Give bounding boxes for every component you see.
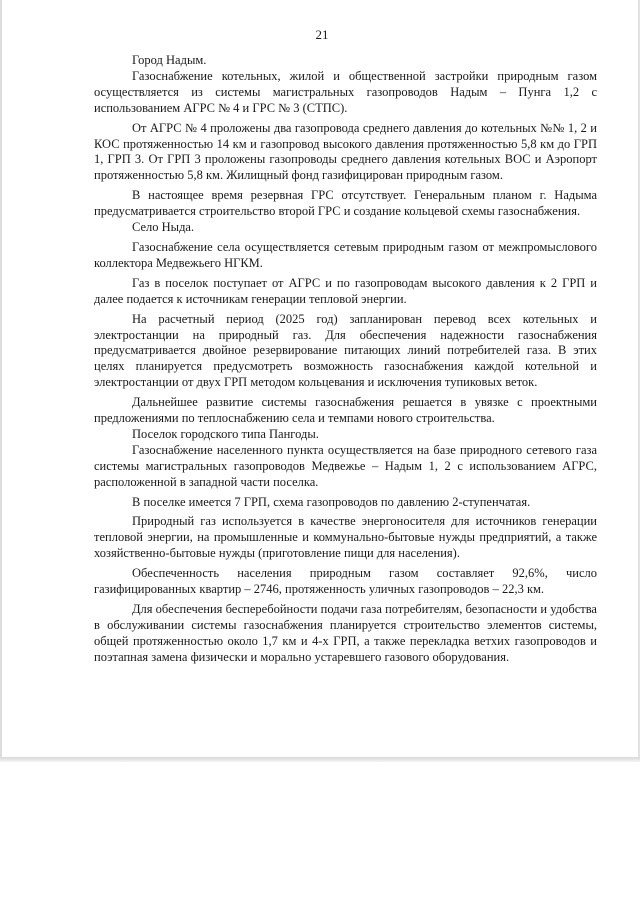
paragraph: Дальнейшее развитие системы газоснабжения решается в увязке с проектными предложениями по теплоснабжению села и темпами нового строительства.	[94, 395, 597, 426]
paragraph: Обеспеченность населения природным газом составляет 92,6%, число газифицированных квартир – 2746, протяженность уличных газопроводов – 22,3 км.	[94, 566, 597, 597]
paragraph: Газоснабжение населенного пункта осуществляется на базе природного сетевого газа системы магистральных газопроводов Медвежье – Надым 1, 2 с использованием АГРС, расположенной в западной части поселка.	[94, 442, 597, 489]
paragraph: Газоснабжение котельных, жилой и общественной застройки природным газом осуществляется из системы магистральных газопроводов Надым – Пунга 1,2 с использованием АГРС № 4 и ГРС № 3 (СТПС).	[94, 68, 597, 115]
page-number: 21	[315, 27, 329, 42]
paragraph: Газоснабжение села осуществляется сетевым природным газом от межпромыслового коллектора Медвежьего НГКМ.	[94, 239, 597, 270]
paragraph: Для обеспечения бесперебойности подачи газа потребителям, безопасности и удобства в обслуживании системы газоснабжения планируется строительство элементов системы, общей протяженностью около 1,7 км и 4-х ГРП, а также перекладка ветхих газопроводов и поэтапная замена физически и морально устаревшего газового оборудования.	[94, 602, 597, 664]
paragraph: В настоящее время резервная ГРС отсутствует. Генеральным планом г. Надыма предусматривается строительство второй ГРС и создание кольцевой схемы газоснабжения.	[94, 188, 597, 219]
page-bottom-edge	[0, 757, 640, 762]
document-body	[94, 53, 597, 666]
paragraph: Природный газ используется в качестве энергоносителя для источников генерации тепловой энергии, на промышленные и коммунально-бытовые нужды предприятий, а также хозяйственно-бытовые нужды (приготовление пищи для населения).	[94, 514, 597, 561]
section-heading-nadym: Город Надым.	[132, 53, 207, 67]
paragraph: Газ в поселок поступает от АГРС и по газопроводам высокого давления к 2 ГРП и далее подается к источникам генерации тепловой энергии.	[94, 275, 597, 306]
paragraph: От АГРС № 4 проложены два газопровода среднего давления до котельных №№ 1, 2 и КОС протяженностью 14 км и газопровод высокого давления протяженностью 5,8 км до ГРП 1, ГРП 3. От ГРП 3 проложены газопроводы среднего давления котельных ВОС и Аэропорт протяженностью 5,8 км. Жилищный фонд газифицирован природным газом.	[94, 120, 597, 183]
section-heading-pangody: Поселок городского типа Пангоды.	[132, 426, 319, 441]
paragraph: На расчетный период (2025 год) запланирован перевод всех котельных и электростанции на природный газ. Для обеспечения надежности газоснабжения предусматривается двойное резервирование питающих линий потребителей газа. В этих целях планируется предусмотреть возможность газоснабжения каждой котельной и электростанции от двух ГРП методом кольцевания и исключения тупиковых веток.	[94, 311, 597, 390]
section-heading-nyda: Село Ныда.	[132, 220, 195, 235]
paragraph: В поселке имеется 7 ГРП, схема газопроводов по давлению 2-ступенчатая.	[132, 494, 531, 509]
